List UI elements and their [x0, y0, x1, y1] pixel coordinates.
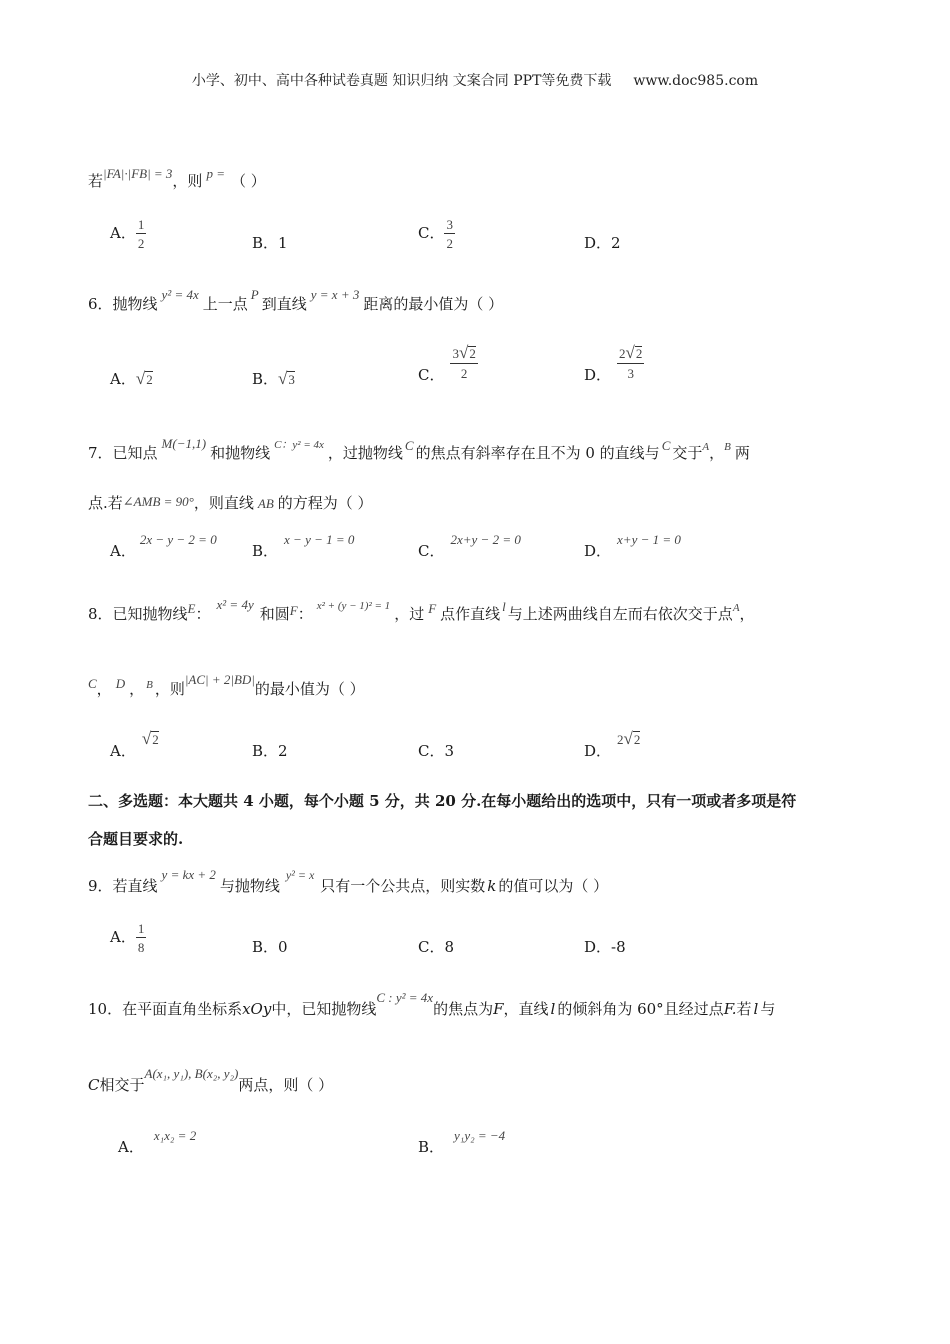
q10-option-a[interactable]: A．x₁x₂ = 2 [118, 1128, 197, 1156]
q6-option-c[interactable]: C． $\frac{3√2}{2}$ [418, 343, 476, 384]
question-9-stem: 9．若直线y = kx + 2与抛物线$^{y^2 = x}$只有一个公共点，则实数 k 的值可以为（ ） [88, 867, 609, 895]
question-7-stem-line2: 点.若∠AMB = 90°，则直线 AB 的方程为（ ） [88, 494, 373, 512]
q8-option-a[interactable]: A．√2 [110, 729, 159, 760]
fraction: $\frac{3√2}{2}$ [452, 343, 476, 381]
q5-option-d[interactable]: D．2 [584, 234, 621, 252]
question-10-stem: 10．在平面直角坐标系xOy中，已知抛物线C : y² = 4x的焦点为F，直线 l 的倾斜角为 60°且经过点F.若 l 与 [88, 990, 776, 1018]
section-heading: 二、多选题：本大题共 4 小题，每个小题 5 分，共 20 分.在每小题给出的选项中，只有一项或者多项是符 [88, 792, 797, 810]
q5-option-b[interactable]: B．1 [252, 234, 288, 252]
question-5-stem: 若|FA|·|FB| = 3，则 p = （ ） [88, 166, 266, 190]
question-7-stem: 7．已知点M(−1,1)和抛物线 $^{C:y^2 = 4x}$ ，过抛物线 C 的焦点有斜率存在且不为 0 的直线与 C 交于$^A$，$^B$ 两 [88, 436, 750, 462]
q8-option-d[interactable]: D．2√2 [584, 729, 641, 760]
q8-option-c[interactable]: C．3 [418, 742, 455, 760]
question-8-stem-line2: C， D ， $^B$ ，则|AC| + 2|BD|的最小值为（ ） [88, 672, 365, 698]
fraction: $\frac{2√2}{3}$ [619, 343, 643, 381]
q6-option-d[interactable]: D． $\frac{2√2}{3}$ [584, 343, 643, 384]
q9-option-a[interactable]: A． $\frac{1}{8}$ [110, 921, 145, 955]
q7-option-a[interactable]: A．2x − y − 2 = 0 [110, 532, 217, 560]
fraction: $\frac{1}{2}$ [137, 217, 145, 251]
q8-option-b[interactable]: B．2 [252, 742, 288, 760]
header-text: 小学、初中、高中各种试卷真题 知识归纳 文案合同 PPT等免费下载 [191, 73, 612, 89]
header-url[interactable]: www.doc985.com [633, 73, 759, 89]
question-8-stem: 8．已知抛物线E：x² = 4y和圆F： $^{x^2 + (y - 1)^2 = 1}$ ，过 F 点作直线 l 与上述两曲线自左而右依次交于点$^A$， [88, 597, 755, 623]
question-10-stem-line2: C相交于A(x₁, y₁), B(x₂, y₂)两点，则（ ） [88, 1066, 334, 1094]
q10-option-b[interactable]: B．y₁y₂ = −4 [418, 1128, 506, 1156]
q6-option-b[interactable]: B．√3 [252, 369, 295, 388]
page-header [0, 70, 950, 90]
math-p: p = [206, 166, 225, 181]
section-heading-line2: 合题目要求的. [88, 830, 184, 848]
q5-option-c[interactable]: C． $\frac{3}{2}$ [418, 217, 453, 251]
q9-option-d[interactable]: D．-8 [584, 938, 626, 956]
q7-option-d[interactable]: D．x+y − 1 = 0 [584, 532, 681, 560]
q7-option-b[interactable]: B．x − y − 1 = 0 [252, 532, 355, 560]
q7-option-c[interactable]: C．2x+y − 2 = 0 [418, 532, 521, 560]
question-6-stem: 6．抛物线y² = 4x上一点P到直线y = x + 3距离的最小值为（ ） [88, 287, 504, 313]
fraction: $\frac{1}{8}$ [137, 921, 145, 955]
math-expr: |FA|·|FB| = 3 [103, 166, 173, 181]
q6-option-a[interactable]: A．√2 [110, 369, 153, 388]
q9-option-b[interactable]: B．0 [252, 938, 288, 956]
q9-option-c[interactable]: C．8 [418, 938, 455, 956]
q5-option-a[interactable]: A． $\frac{1}{2}$ [110, 217, 145, 251]
fraction: $\frac{3}{2}$ [446, 217, 453, 251]
